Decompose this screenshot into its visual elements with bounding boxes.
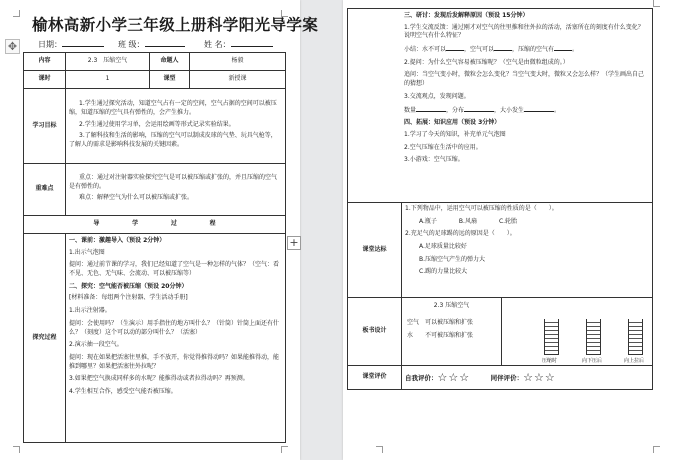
keypoints-label: 重难点: [24, 164, 66, 216]
syringe-cylinder-icon: [628, 319, 643, 355]
process-cell: [66, 234, 286, 443]
guide-heading-char: 导: [93, 220, 100, 228]
guide-heading-char: 学: [132, 220, 139, 228]
section-heading: 三、研讨：发现后发解释原因（预设 15分钟）: [404, 12, 529, 19]
keypoint-item: 难点：解释空气为什么可以被压缩或扩张。: [79, 194, 194, 202]
guide-heading-char: 程: [209, 220, 216, 228]
margin-corner-mark: [13, 10, 20, 17]
section-heading: 一、课前：激趣导入（预设 2分钟）: [69, 237, 166, 244]
keypoints-cell: [66, 164, 286, 216]
board-cell: [402, 298, 653, 366]
lesson-table-page1: [23, 52, 286, 443]
peer-eval-label: 同伴评价: [490, 373, 517, 382]
document-title: 榆林高新小学三年级上册科学阳光导学案: [32, 15, 319, 34]
discussion-step: 3.交流观点，发现问题。: [404, 92, 470, 100]
author-value: 杨毅: [190, 53, 286, 71]
option: A.足球质量比较好: [419, 243, 467, 251]
add-row-button[interactable]: +: [287, 236, 301, 250]
goals-label: 学习目标: [24, 89, 66, 164]
goal-item: 1.学生通过探究活动，知道空气占有一定的空间，空气占据的空间可以被压缩，知道压缩的空气具有弹性的，会产生推力。: [69, 100, 277, 116]
document-page-2: [343, 0, 674, 460]
period-label: 课时: [24, 71, 66, 89]
process-step: 3.如果把空气换成同样多的水呢？能推得动或者拉得动吗？再预测。: [69, 375, 249, 383]
type-label: 课型: [150, 71, 190, 89]
guide-heading-char: 过: [170, 220, 177, 228]
self-eval-stars-icon[interactable]: ☆☆☆: [437, 370, 471, 384]
goals-cell: [66, 89, 286, 164]
section-heading: 二、探究：空气能否被压缩（预设 20分钟）: [69, 282, 188, 290]
process-step: 1.出示注射器。: [69, 307, 111, 315]
discussion-step: 2.提问：为什么空气容易被压缩呢？（空气是由微粒组成的。）: [404, 58, 569, 66]
board-line: 水 不可被压缩和扩张: [407, 332, 474, 340]
author-label: 命题人: [150, 53, 190, 71]
question-2: 2.充足气的足球踢的远的原因是（ ）。: [405, 230, 516, 238]
goal-item: 2.学生通过使用学习单，会运用绘画等形式记录实验结果。: [79, 120, 235, 128]
class-label: 班 级：: [118, 40, 145, 49]
process-step: 提问：通过前节课的学习，我们已经知道了空气是一种怎样的气体？（空气：看不见、无色、无气味、会流动、可以被压缩等）: [69, 261, 280, 278]
syringe-cylinder-icon: [544, 319, 559, 355]
option: C.轮胎: [498, 217, 518, 225]
process-step: 2.演示抽一段空气。: [69, 341, 123, 349]
syringe-cylinder-icon: [586, 319, 601, 355]
question-1: 1.下列物品中，运用空气可以被压缩的性质的是（ ）。: [405, 205, 558, 212]
board-label: 板书设计: [348, 298, 402, 366]
option: B.压缩空气产生的弹力大: [419, 255, 486, 263]
period-value: 1: [66, 71, 150, 89]
margin-corner-mark: [376, 446, 383, 453]
section-heading: 四、拓展：知识应用（预设 3分钟）: [404, 119, 501, 127]
process-step: 4.学生相互合作，感受空气能否被压缩。: [69, 387, 177, 395]
margin-corner-mark: [13, 446, 20, 453]
lesson-table-page2: [347, 8, 653, 390]
diagram-label: 向上拉后: [624, 357, 645, 364]
option: A.瓶子: [419, 217, 437, 225]
process-label: 探究过程: [24, 234, 66, 443]
date-field[interactable]: [38, 38, 104, 50]
discussion-step: 1.学生交流反馈：通过刚才对空气的往里推和往外拉的活动，活塞所在的刻度有什么变化？说明空气有什么特征？: [404, 23, 644, 40]
extension-step: 2.空气压缩在生活中的应用。: [404, 143, 482, 151]
summary-line: 小结：水不可以 ，空气可以 ，压缩的空气有 。: [404, 46, 579, 54]
table-move-handle-icon[interactable]: ✥: [5, 39, 20, 54]
margin-corner-mark: [281, 446, 288, 453]
extension-step: 1.学习了今天的知识，补充单元气泡图: [404, 130, 506, 138]
practice-cell: [402, 203, 653, 298]
process-step: [材料准备：每组两个注射器、学生活动手册]: [69, 294, 188, 302]
content-label: 内容: [24, 53, 66, 71]
type-value: 新授课: [190, 71, 286, 89]
margin-corner-mark: [653, 446, 660, 453]
option: C.踢的力量比较大: [419, 268, 468, 276]
practice-label: 课堂达标: [348, 203, 402, 298]
option: B.风扇: [458, 217, 477, 225]
document-page-1: [0, 0, 319, 460]
board-text: [402, 298, 502, 365]
board-title: 2.3 压缩空气: [433, 302, 470, 309]
eval-cell: 自我评价：☆☆☆ 同伴评价：☆☆☆: [402, 366, 653, 390]
eval-label: 课堂评价: [348, 366, 402, 390]
diagram-label: 压缩时: [542, 357, 558, 364]
goal-item: 3.了解科技和生活的影响，压缩的空气可以制成皮球的气垫、玩具气枪等，了解人的需求是影响科技发展的关键因素。: [69, 132, 277, 149]
syringe-diagrams: [502, 298, 652, 365]
content-value: 2.3 压缩空气: [66, 53, 150, 71]
discussion-step: 追问：当空气变小时，微粒会怎么变化？当空气变大时，微粒又会怎么样？（学生画出自己的猜想）: [404, 71, 645, 88]
diagram-label: 向下压后: [582, 357, 603, 364]
class-field[interactable]: [118, 38, 185, 50]
extension-step: 3.小游戏：空气压缩。: [404, 156, 464, 164]
name-label: 姓 名：: [204, 40, 231, 49]
keypoint-item: 重点：通过对注射器实验探究空气是可以被压缩或扩张的，并且压缩的空气是有弹性的。: [69, 173, 278, 190]
peer-eval-stars-icon[interactable]: ☆☆☆: [523, 370, 556, 384]
particle-blanks-line: 数量 ，分布 ，大小发生 。: [404, 106, 561, 114]
question-1-options: [405, 218, 649, 227]
guide-heading: [24, 216, 286, 234]
process-step: 提问：现在如果把活塞往里推，手不放开，你觉得推得动吗？如果能推得动，能推到哪里？如果把活塞往外拉呢？: [69, 353, 280, 370]
margin-corner-mark: [653, 0, 660, 7]
process-step: 1.出示气泡图: [69, 248, 105, 256]
discussion-cell: [348, 9, 653, 203]
self-eval-label: 自我评价: [405, 373, 431, 382]
process-step: 提问：会使用吗？（生演示）用手指住的地方叫什么？（针筒）针筒上面还有什么？（刻度）这个可以动的部分叫什么？（活塞）: [69, 319, 280, 336]
date-label: 日期：: [38, 40, 62, 49]
name-field[interactable]: [204, 38, 273, 50]
board-line: 空气 可以被压缩和扩张: [407, 318, 474, 326]
